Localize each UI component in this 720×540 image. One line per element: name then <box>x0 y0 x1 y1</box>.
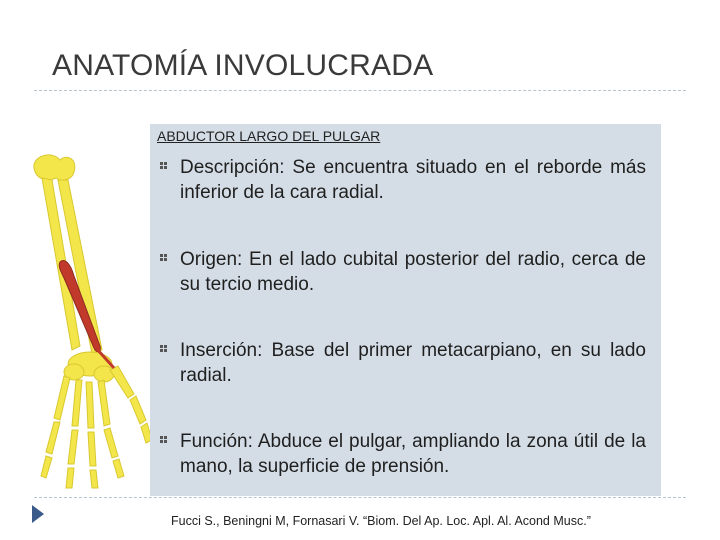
bones <box>34 155 152 488</box>
panel-heading: ABDUCTOR LARGO DEL PULGAR <box>157 128 381 144</box>
citation: Fucci S., Beningni M, Fornasari V. “Biom. Del Ap. Loc. Apl. Al. Acond Musc.” <box>171 514 591 528</box>
bullet-text: Origen: En el lado cubital posterior del radio, cerca de su tercio medio. <box>180 249 646 295</box>
title-divider <box>34 90 686 91</box>
forearm-illustration <box>22 150 160 490</box>
slide-title: ANATOMÍA INVOLUCRADA <box>52 49 434 82</box>
footer-divider <box>34 497 686 498</box>
square-bullet-icon <box>160 162 168 170</box>
square-bullet-icon <box>160 436 168 444</box>
nav-next-arrow-icon[interactable] <box>31 504 45 524</box>
square-bullet-icon <box>160 345 168 353</box>
bullet-text: Función: Abduce el pulgar, ampliando la zona útil de la mano, la superficie de prensión. <box>180 431 646 477</box>
bullet-text: Descripción: Se encuentra situado en el reborde más inferior de la cara radial. <box>180 157 646 203</box>
square-bullet-icon <box>160 254 168 262</box>
bullet-text: Inserción: Base del primer metacarpiano, en su lado radial. <box>180 340 646 386</box>
